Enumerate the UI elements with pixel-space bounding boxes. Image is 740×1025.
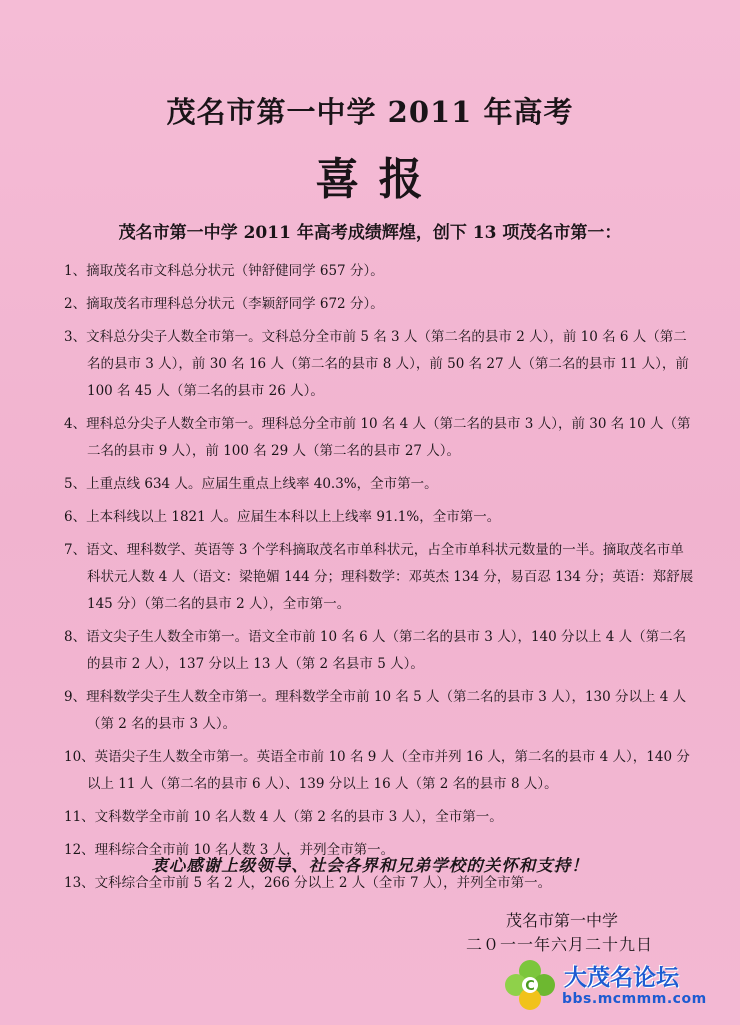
list-item: 10、英语尖子生人数全市第一。英语全市前 10 名 9 人（全市并列 16 人，第二名的县市 4 人），140 分以上 11 人（第二名的县市 6 人）、139 分以上 16 人（第 2 名的县市 8 人）。 xyxy=(64,749,690,792)
signature-school: 茂名市第一中学 xyxy=(506,911,619,930)
list-item: 7、语文、理科数学、英语等 3 个学科摘取茂名市单科状元，占全市单科状元数量的一半。摘取茂名市单科状元人数 4 人（语文：梁艳媚 144 分；理科数学：邓英杰 134 分，易百忍 134 分；英语：郑舒展 145 分）（第二名的县市 2 人），全市第一。 xyxy=(64,542,694,612)
signature-date: 二０一一年六月二十九日 xyxy=(466,935,654,954)
list-item: 9、理科数学尖子生人数全市第一。理科数学全市前 10 名 5 人（第二名的县市 3 人），130 分以上 4 人（第 2 名的县市 3 人）。 xyxy=(64,689,687,732)
list-item: 6、上本科线以上 1821 人。应届生本科以上上线率 91.1%，全市第一。 xyxy=(64,509,501,525)
notice-heading: 喜 报 xyxy=(315,154,425,205)
svg-text:C: C xyxy=(525,979,535,994)
summary-headline: 茂名市第一中学 2011 年高考成绩辉煌，创下 13 项茂名市第一： xyxy=(118,223,622,243)
list-item: 12、理科综合全市前 10 名人数 3 人，并列全市第一。 xyxy=(64,842,395,858)
forum-name: 大茂名论坛 xyxy=(564,965,679,991)
list-item: 3、文科总分尖子人数全市第一。文科总分全市前 5 名 3 人（第二名的县市 2 人），前 10 名 6 人（第二名的县市 3 人），前 30 名 16 人（第二名的县市 8 人），前 50 名 27 人（第二名的县市 11 人），前 100 名 45 人（第二名的县市 26 人）。 xyxy=(64,329,689,399)
list-item: 8、语文尖子生人数全市第一。语文全市前 10 名 6 人（第二名的县市 3 人），140 分以上 4 人（第二名的县市 2 人），137 分以上 13 人（第 2 名县市 5 人）。 xyxy=(64,629,687,672)
forum-watermark xyxy=(502,955,707,1015)
thanks-line: 衷心感谢上级领导、社会各界和兄弟学校的关怀和支持！ xyxy=(151,856,589,875)
list-item: 4、理科总分尖子人数全市第一。理科总分全市前 10 名 4 人（第二名的县市 3 人），前 30 名 10 人（第二名的县市 9 人），前 100 名 29 人（第二名的县市 27 人）。 xyxy=(64,416,691,459)
list-item: 11、文科数学全市前 10 名人数 4 人（第 2 名的县市 3 人），全市第一。 xyxy=(64,809,503,825)
achievement-list xyxy=(64,258,694,903)
list-item: 13、文科综合全市前 5 名 2 人，266 分以上 2 人（全市 7 人），并列全市第一。 xyxy=(64,875,552,891)
forum-url[interactable]: bbs.mcmmm.com xyxy=(562,991,707,1007)
list-item: 2、摘取茂名市理科总分状元（李颖舒同学 672 分）。 xyxy=(64,296,384,312)
list-item: 5、上重点线 634 人。应届生重点上线率 40.3%，全市第一。 xyxy=(64,476,438,492)
list-item: 1、摘取茂名市文科总分状元（钟舒健同学 657 分）。 xyxy=(64,263,384,279)
page-title: 茂名市第一中学 2011 年高考 xyxy=(166,95,574,129)
clover-logo-icon xyxy=(502,957,558,1013)
